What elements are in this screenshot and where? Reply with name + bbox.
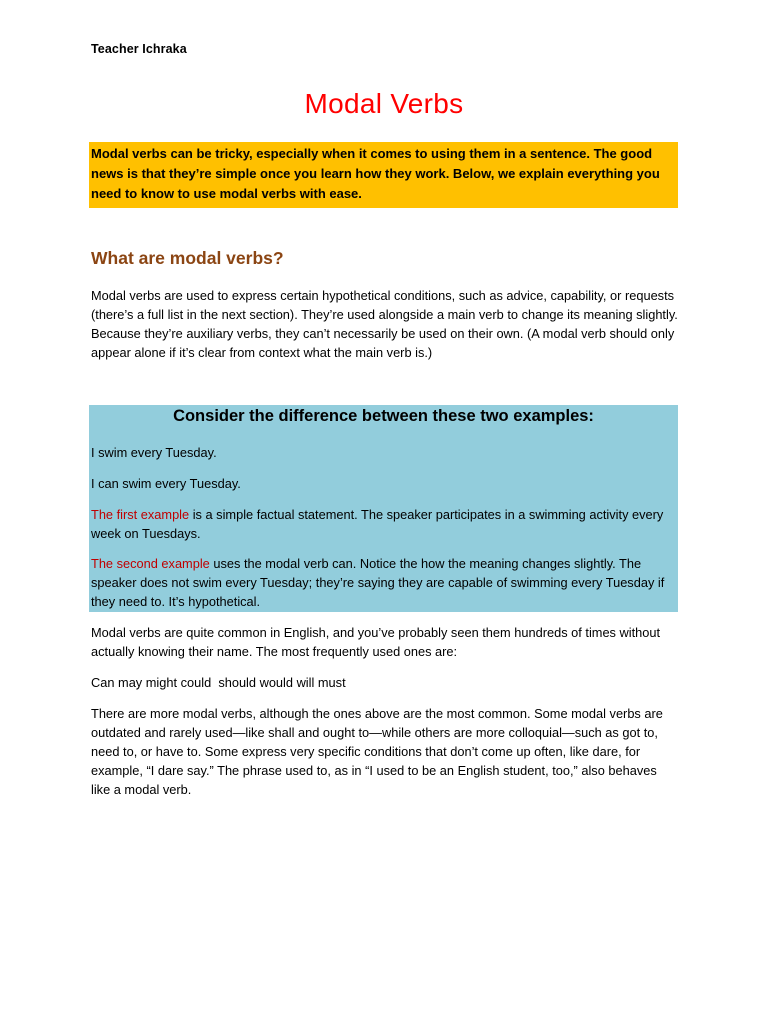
- second-example-text: uses the modal verb can. Notice the how the meaning changes slightly. The speaker does not swim every Tuesday; they’re saying they are capable of swimming every Tuesday if they need to. It’s hypothetical.: [91, 556, 665, 609]
- first-example-explanation: [91, 505, 679, 543]
- example-box-heading: Consider the difference between these two examples:: [173, 407, 594, 425]
- author-name: Teacher Ichraka: [91, 42, 187, 56]
- common-modals-paragraph: Modal verbs are quite common in English, and you’ve probably seen them hundreds of times without actually knowing their name. The most frequently used ones are:: [91, 625, 661, 659]
- section-heading: What are modal verbs?: [91, 248, 284, 268]
- example-sentence-1: I swim every Tuesday.: [91, 445, 217, 460]
- first-example-label: The first example: [91, 507, 190, 522]
- modal-verb-list: Can may might could should would will must: [91, 675, 346, 690]
- example-sentence-2: I can swim every Tuesday.: [91, 476, 241, 491]
- intro-highlight: Modal verbs can be tricky, especially when it comes to using them in a sentence. The good news is that they’re simple once you learn how they work. Below, we explain everything you need to know to use modal verbs with ease.: [89, 142, 678, 208]
- second-example-label: The second example: [91, 556, 210, 571]
- first-example-text: is a simple factual statement. The speaker participates in a swimming activity every week on Tuesdays.: [91, 507, 664, 541]
- second-example-explanation: [91, 554, 679, 611]
- more-modals-paragraph: There are more modal verbs, although the ones above are the most common. Some modal verbs are outdated and rarely used—like shall and ought to—while others are more colloquial—such as got to, need to, or have to. Some express very specific conditions that don’t come up often, like dare, for example, “I dare say.” The phrase used to, as in “I used to be an English student, too,” also behaves like a modal verb.: [91, 706, 663, 797]
- definition-paragraph: Modal verbs are used to express certain hypothetical conditions, such as advice, capability, or requests (there’s a full list in the next section). They’re used alongside a main verb to change its meaning slightly. Because they’re auxiliary verbs, they can’t necessarily be used on their own. (A modal verb should only appear alone if it’s clear from context what the main verb is.): [91, 288, 678, 360]
- page-title: Modal Verbs: [304, 88, 464, 119]
